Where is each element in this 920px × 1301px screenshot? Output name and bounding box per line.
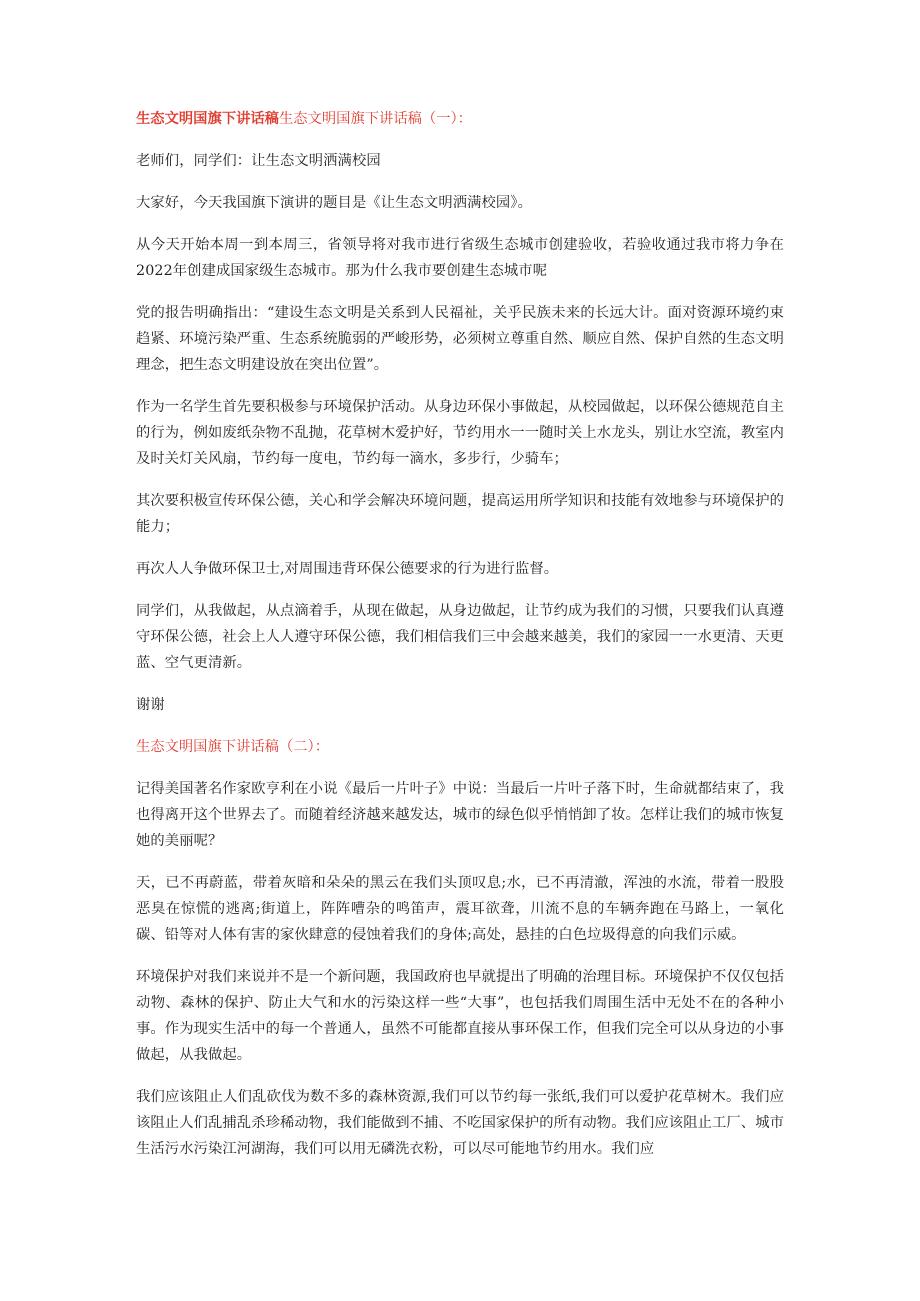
paragraph: 天，已不再蔚蓝，带着灰暗和朵朵的黑云在我们头顶叹息;水，已不再清澈，浑浊的水流，带着一股股恶臭在惊慌的逃离;街道上，阵阵嘈杂的鸣笛声，震耳欲聋，川流不息的车辆奔跑在马路上，一氧化碳、铅等对人体有害的家伙肆意的侵蚀着我们的身体;高处，悬挂的白色垃圾得意的向我们示威。 [136,875,784,943]
paragraph: 作为一名学生首先要积极参与环境保护活动。从身边环保小事做起，从校园做起，以环保公德规范自主的行为，例如废纸杂物不乱抛，花草树木爱护好，节约用水一一随时关上水龙头，别让水空流，教室内及时关灯关风扇，节约每一度电，节约每一滴水，多步行，少骑车； [136,399,784,467]
heading-normal-part: 生态文明国旗下讲话稿（一）： [278,111,472,127]
heading-bold-part: 生态文明国旗下讲话稿 [136,111,279,127]
document-body [136,106,784,1178]
paragraph: 党的报告明确指出：“建设生态文明是关系到人民福祉，关乎民族未来的长远大计。面对资源环境约束趋紧、环境污染严重、生态系统脆弱的严峻形势，必须树立尊重自然、顺应自然、保护自然的生态文明理念，把生态文明建设放在突出位置”。 [136,305,784,373]
paragraph: 我们应该阻止人们乱砍伐为数不多的森林资源,我们可以节约每一张纸,我们可以爱护花草树木。我们应该阻止人们乱捕乱杀珍稀动物，我们能做到不捕、不吃国家保护的所有动物。我们应该阻止工厂、城市生活污水污染江河湖海，我们可以用无磷洗衣粉，可以尽可能地节约用水。我们应 [136,1089,784,1157]
paragraph: 再次人人争做环保卫士,对周围违背环保公德要求的行为进行监督。 [136,561,559,577]
closing-thanks: 谢谢 [136,697,165,713]
section-heading-2: 生态文明国旗下讲话稿（二）： [136,739,330,755]
paragraph: 老师们，同学们：让生态文明洒满校园 [136,153,381,169]
section-heading-1 [136,106,784,132]
paragraph: 同学们，从我做起，从点滴着手，从现在做起，从身边做起，让节约成为我们的习惯，只要我们认真遵守环保公德，社会上人人遵守环保公德，我们相信我们三中会越来越美，我们的家园一一水更清、天更蓝、空气更清新。 [136,603,784,671]
paragraph: 从今天开始本周一到本周三，省领导将对我市进行省级生态城市创建验收，若验收通过我市将力争在2022年创建成国家级生态城市。那为什么我市要创建生态城市呢 [136,237,784,279]
paragraph: 大家好，今天我国旗下演讲的题目是《让生态文明洒满校园》。 [136,195,532,211]
paragraph: 记得美国著名作家欧亨利在小说《最后一片叶子》中说：当最后一片叶子落下时，生命就都结束了，我也得离开这个世界去了。而随着经济越来越发达，城市的绿色似乎悄悄卸了妆。怎样让我们的城市恢复她的美丽呢？ [136,781,784,849]
paragraph: 其次要积极宣传环保公德，关心和学会解决环境问题，提高运用所学知识和技能有效地参与环境保护的能力； [136,493,784,535]
paragraph: 环境保护对我们来说并不是一个新问题，我国政府也早就提出了明确的治理目标。环境保护不仅仅包括动物、森林的保护、防止大气和水的污染这样一些“大事”，也包括我们周围生活中无处不在的各种小事。作为现实生活中的每一个普通人，虽然不可能都直接从事环保工作，但我们完全可以从身边的小事做起，从我做起。 [136,969,784,1063]
